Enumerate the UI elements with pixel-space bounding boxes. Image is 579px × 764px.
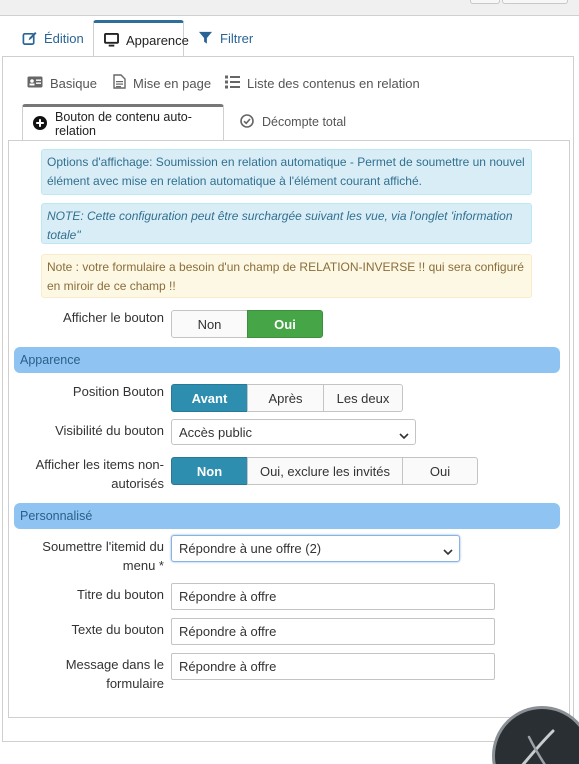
subtab-liste-contenus[interactable] [225, 72, 420, 94]
tab-edition-label: Édition [44, 30, 84, 46]
tab-decompte-total[interactable] [230, 104, 356, 140]
position-bouton-label: Position Bouton [72, 384, 164, 399]
subtab-mise-en-page-label: Mise en page [133, 75, 212, 91]
tab-apparence[interactable] [93, 20, 189, 57]
afficher-bouton-label: Afficher le bouton [63, 310, 164, 325]
tab-bouton-auto-relation-label: Bouton de contenu auto-relation [55, 110, 192, 138]
itemid-menu-value: Répondre à une offre (2) [179, 541, 322, 556]
message-formulaire-label-line2: formulaire [106, 676, 164, 691]
document-icon [113, 74, 126, 92]
subtab-liste-contenus-label: Liste des contenus en relation [247, 75, 420, 91]
tab-decompte-total-label: Décompte total [262, 115, 347, 129]
position-apres[interactable]: Après [247, 384, 324, 412]
items-non[interactable]: Non [171, 457, 248, 485]
note-info-alert: NOTE: Cette configuration peut être surchargée suivant les vue, via l'onglet 'information totale" [41, 203, 532, 244]
position-les-deux[interactable]: Les deux [323, 384, 403, 412]
message-formulaire-label [66, 655, 164, 693]
section-personnalise: Personnalisé [14, 503, 560, 529]
items-oui-exclure-invites[interactable]: Oui, exclure les invités [247, 457, 403, 485]
items-oui[interactable]: Oui [402, 457, 478, 485]
position-bouton-group [171, 384, 403, 412]
message-formulaire-label-line1: Message dans le [65, 657, 164, 672]
monitor-icon [104, 33, 119, 47]
message-formulaire-input[interactable] [171, 653, 495, 680]
texte-bouton-label: Texte du bouton [71, 622, 164, 637]
visibilite-select[interactable] [171, 419, 416, 445]
afficher-bouton-oui[interactable]: Oui [247, 310, 323, 338]
texte-bouton-input[interactable] [171, 618, 495, 645]
options-info-alert: Options d'affichage: Soumission en relation automatique - Permet de soumettre un nouvel élément avec mise en relation automatique à l'élément courant affiché. [41, 149, 532, 195]
chevron-down-icon [399, 428, 409, 443]
check-circle-icon [240, 114, 254, 131]
warning-alert: Note : votre formulaire a besoin d'un champ de RELATION-INVERSE !! qui sera configuré en miroir de ce champ !! [41, 254, 532, 298]
filter-icon [198, 31, 213, 45]
itemid-menu-label-line2: menu * [122, 558, 164, 573]
subtab-basique[interactable] [27, 72, 97, 94]
itemid-menu-label [42, 537, 164, 575]
tab-bouton-auto-relation[interactable] [22, 104, 224, 141]
chevron-down-icon [443, 544, 453, 559]
itemid-menu-label-line1: Soumettre l'itemid du [42, 539, 164, 554]
items-non-autorises-label [36, 455, 164, 493]
plus-circle-icon [33, 116, 47, 133]
top-toolbar-strip [0, 0, 579, 16]
titre-bouton-input[interactable] [171, 583, 495, 610]
tab-filtrer[interactable] [188, 20, 263, 56]
afficher-bouton-toggle [171, 310, 323, 338]
items-non-autorises-label-line2: autorisés [111, 476, 164, 491]
tab-filtrer-label: Filtrer [220, 30, 254, 46]
items-non-autorises-group [171, 457, 478, 485]
tab-apparence-label: Apparence [126, 32, 189, 48]
itemid-menu-select[interactable] [171, 535, 460, 562]
list-icon [225, 75, 240, 92]
main-tabs [0, 20, 579, 56]
items-non-autorises-label-line1: Afficher les items non- [35, 457, 164, 472]
toolbar-button-stub[interactable] [502, 0, 568, 4]
titre-bouton-label: Titre du bouton [77, 587, 164, 602]
tab-edition[interactable] [12, 20, 94, 56]
visibilite-value: Accès public [179, 424, 252, 440]
afficher-bouton-non[interactable]: Non [171, 310, 248, 338]
subtab-basique-label: Basique [50, 75, 97, 91]
position-avant[interactable]: Avant [171, 384, 248, 412]
toolbar-button-stub[interactable] [470, 0, 500, 4]
edit-icon [22, 31, 37, 46]
subtab-mise-en-page[interactable] [113, 72, 211, 94]
id-card-icon [27, 76, 43, 91]
section-apparence: Apparence [14, 347, 560, 373]
visibilite-label: Visibilité du bouton [55, 423, 164, 438]
